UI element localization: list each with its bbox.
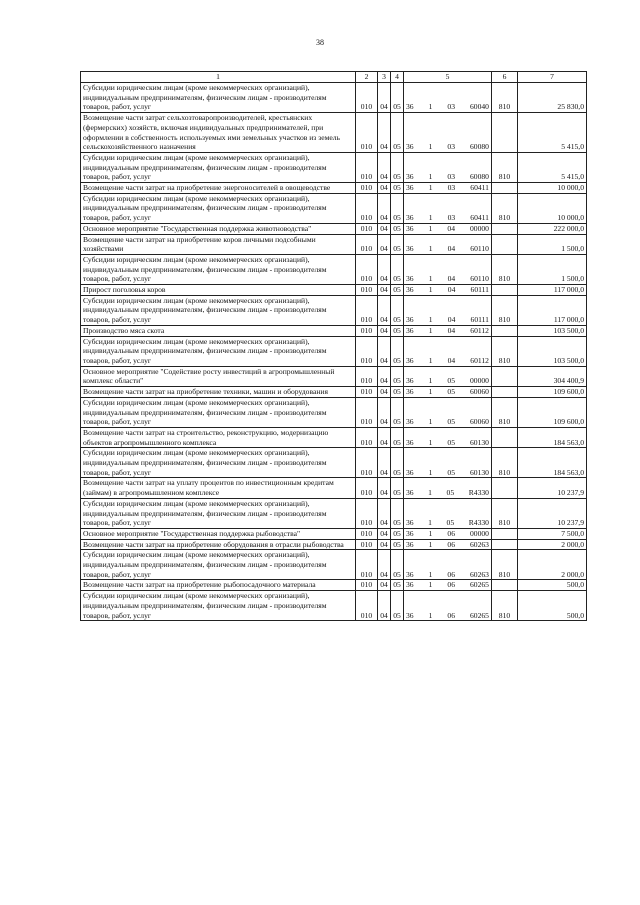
target-article-subprogram: 1 bbox=[428, 417, 433, 427]
amount-cell: 103 500,0 bbox=[518, 336, 587, 366]
row-name-cell: Основное мероприятие "Содействие росту инвестиций в агропромышленный комплекс области" bbox=[81, 366, 356, 386]
section-code-cell: 04 bbox=[378, 387, 391, 398]
section-code-cell: 04 bbox=[378, 113, 391, 153]
ministry-code-cell: 010 bbox=[356, 113, 378, 153]
target-article-direction: 60040 bbox=[469, 102, 489, 112]
target-article-cell bbox=[404, 591, 492, 621]
target-article-direction: 00000 bbox=[469, 223, 489, 233]
amount-cell: 10 237,9 bbox=[518, 498, 587, 528]
target-article-cell bbox=[404, 285, 492, 296]
amount-cell: 184 563,0 bbox=[518, 427, 587, 447]
amount-cell: 500,0 bbox=[518, 580, 587, 591]
target-article-event: 04 bbox=[447, 244, 456, 254]
target-article-direction: 60411 bbox=[470, 183, 489, 193]
target-article-event: 04 bbox=[447, 355, 456, 365]
row-name-cell: Субсидии юридическим лицам (кроме некоммерческих организаций), индивидуальным предпринимателям, физическим лицам - производителям товаров, работ, услуг bbox=[81, 193, 356, 223]
table-row bbox=[81, 234, 587, 254]
expense-type-cell bbox=[492, 387, 518, 398]
amount-cell: 500,0 bbox=[518, 591, 587, 621]
ministry-code-cell: 010 bbox=[356, 152, 378, 182]
table-row bbox=[81, 528, 587, 539]
row-name-cell: Возмещение части затрат на приобретение энергоносителей в овощеводстве bbox=[81, 183, 356, 194]
row-name-cell: Субсидии юридическим лицам (кроме некоммерческих организаций), индивидуальным предпринимателям, физическим лицам - производителям товаров, работ, услуг bbox=[81, 336, 356, 366]
row-name-cell: Субсидии юридическим лицам (кроме некоммерческих организаций), индивидуальным предпринимателям, физическим лицам - производителям товаров, работ, услуг bbox=[81, 295, 356, 325]
section-code-cell: 04 bbox=[378, 285, 391, 296]
target-article-direction: 60111 bbox=[470, 285, 489, 295]
row-name-cell: Субсидии юридическим лицам (кроме некоммерческих организаций), индивидуальным предпринимателям, физическим лицам - производителям товаров, работ, услуг bbox=[81, 397, 356, 427]
header-cell: 4 bbox=[391, 72, 404, 83]
subsection-code-cell: 05 bbox=[391, 397, 404, 427]
table-body bbox=[81, 83, 587, 621]
target-article-cell bbox=[404, 223, 492, 234]
section-code-cell: 04 bbox=[378, 193, 391, 223]
target-article-cell bbox=[404, 366, 492, 386]
target-article-program: 36 bbox=[406, 610, 414, 620]
row-name-cell: Возмещение части затрат на уплату процентов по инвестиционным кредитам (займам) в агропромышленном комплексе bbox=[81, 478, 356, 498]
target-article-event: 06 bbox=[447, 580, 455, 590]
subsection-code-cell: 05 bbox=[391, 325, 404, 336]
section-code-cell: 04 bbox=[378, 152, 391, 182]
target-article-direction: 60265 bbox=[469, 610, 489, 620]
target-article-subprogram: 1 bbox=[428, 569, 433, 579]
ministry-code-cell: 010 bbox=[356, 295, 378, 325]
table-row bbox=[81, 285, 587, 296]
table-row bbox=[81, 336, 587, 366]
target-article-subprogram: 1 bbox=[428, 172, 433, 182]
target-article-program: 36 bbox=[406, 580, 414, 590]
section-code-cell: 04 bbox=[378, 550, 391, 580]
subsection-code-cell: 05 bbox=[391, 295, 404, 325]
table-row bbox=[81, 498, 587, 528]
target-article-subprogram: 1 bbox=[428, 285, 433, 295]
ministry-code-cell: 010 bbox=[356, 427, 378, 447]
target-article-cell bbox=[404, 550, 492, 580]
target-article-direction: 60265 bbox=[469, 580, 489, 590]
ministry-code-cell: 010 bbox=[356, 234, 378, 254]
target-article-subprogram: 1 bbox=[428, 528, 433, 538]
amount-cell: 25 830,0 bbox=[518, 83, 587, 113]
ministry-code-cell: 010 bbox=[356, 223, 378, 234]
header-cell: 1 bbox=[81, 72, 356, 83]
amount-cell: 103 500,0 bbox=[518, 325, 587, 336]
target-article-event: 03 bbox=[447, 142, 455, 152]
ministry-code-cell: 010 bbox=[356, 580, 378, 591]
subsection-code-cell: 05 bbox=[391, 427, 404, 447]
expense-type-cell bbox=[492, 580, 518, 591]
amount-cell: 117 000,0 bbox=[518, 295, 587, 325]
table-row bbox=[81, 366, 587, 386]
target-article-program: 36 bbox=[406, 183, 414, 193]
amount-cell: 117 000,0 bbox=[518, 285, 587, 296]
expense-type-cell: 810 bbox=[492, 448, 518, 478]
expense-type-cell: 810 bbox=[492, 254, 518, 284]
table-row bbox=[81, 427, 587, 447]
row-name-cell: Возмещение части затрат на приобретение коров личными подсобными хозяйствами bbox=[81, 234, 356, 254]
expense-type-cell bbox=[492, 427, 518, 447]
ministry-code-cell: 010 bbox=[356, 539, 378, 550]
section-code-cell: 04 bbox=[378, 427, 391, 447]
subsection-code-cell: 05 bbox=[391, 193, 404, 223]
subsection-code-cell: 05 bbox=[391, 223, 404, 234]
ministry-code-cell: 010 bbox=[356, 591, 378, 621]
table-row bbox=[81, 478, 587, 498]
target-article-subprogram: 1 bbox=[428, 142, 433, 152]
subsection-code-cell: 05 bbox=[391, 83, 404, 113]
row-name-cell: Производство мяса скота bbox=[81, 325, 356, 336]
target-article-program: 36 bbox=[406, 355, 414, 365]
target-article-cell bbox=[404, 193, 492, 223]
target-article-direction: 60263 bbox=[469, 539, 489, 549]
target-article-subprogram: 1 bbox=[428, 467, 433, 477]
target-article-direction: 60263 bbox=[469, 569, 489, 579]
target-article-program: 36 bbox=[406, 172, 414, 182]
target-article-program: 36 bbox=[406, 142, 414, 152]
expense-type-cell bbox=[492, 183, 518, 194]
target-article-program: 36 bbox=[406, 488, 414, 498]
subsection-code-cell: 05 bbox=[391, 366, 404, 386]
subsection-code-cell: 05 bbox=[391, 234, 404, 254]
ministry-code-cell: 010 bbox=[356, 254, 378, 284]
table-row bbox=[81, 325, 587, 336]
header-cell: 3 bbox=[378, 72, 391, 83]
table-row bbox=[81, 448, 587, 478]
table-header-row bbox=[81, 72, 587, 83]
target-article-event: 05 bbox=[446, 518, 455, 528]
target-article-direction: 60411 bbox=[470, 213, 489, 223]
subsection-code-cell: 05 bbox=[391, 387, 404, 398]
target-article-cell bbox=[404, 295, 492, 325]
target-article-event: 05 bbox=[447, 437, 455, 447]
subsection-code-cell: 05 bbox=[391, 152, 404, 182]
row-name-cell: Субсидии юридическим лицам (кроме некоммерческих организаций), индивидуальным предпринимателям, физическим лицам - производителям товаров, работ, услуг bbox=[81, 254, 356, 284]
target-article-event: 05 bbox=[447, 387, 455, 397]
expense-type-cell: 810 bbox=[492, 152, 518, 182]
row-name-cell: Возмещение части затрат на строительство, реконструкцию, модернизацию объектов агропромышленного комплекса bbox=[81, 427, 356, 447]
target-article-direction: R4330 bbox=[468, 518, 489, 528]
expense-type-cell bbox=[492, 223, 518, 234]
amount-cell: 10 000,0 bbox=[518, 193, 587, 223]
target-article-subprogram: 1 bbox=[428, 213, 433, 223]
target-article-subprogram: 1 bbox=[428, 102, 433, 112]
expense-type-cell bbox=[492, 234, 518, 254]
section-code-cell: 04 bbox=[378, 223, 391, 234]
row-name-cell: Возмещение части затрат на приобретение техники, машин и оборудования bbox=[81, 387, 356, 398]
target-article-direction: 00000 bbox=[469, 528, 489, 538]
target-article-program: 36 bbox=[406, 325, 414, 335]
budget-table bbox=[80, 71, 587, 621]
row-name-cell: Субсидии юридическим лицам (кроме некоммерческих организаций), индивидуальным предпринимателям, физическим лицам - производителям товаров, работ, услуг bbox=[81, 591, 356, 621]
target-article-event: 06 bbox=[447, 539, 455, 549]
header-cell: 5 bbox=[404, 72, 492, 83]
table-row bbox=[81, 254, 587, 284]
target-article-program: 36 bbox=[406, 376, 414, 386]
target-article-cell bbox=[404, 234, 492, 254]
amount-cell: 184 563,0 bbox=[518, 448, 587, 478]
amount-cell: 109 600,0 bbox=[518, 387, 587, 398]
ministry-code-cell: 010 bbox=[356, 478, 378, 498]
section-code-cell: 04 bbox=[378, 336, 391, 366]
section-code-cell: 04 bbox=[378, 478, 391, 498]
target-article-program: 36 bbox=[406, 387, 414, 397]
target-article-direction: 60112 bbox=[470, 355, 489, 365]
target-article-subprogram: 1 bbox=[428, 274, 433, 284]
target-article-subprogram: 1 bbox=[428, 610, 433, 620]
amount-cell: 304 400,9 bbox=[518, 366, 587, 386]
target-article-event: 03 bbox=[447, 102, 455, 112]
ministry-code-cell: 010 bbox=[356, 528, 378, 539]
section-code-cell: 04 bbox=[378, 366, 391, 386]
target-article-cell bbox=[404, 397, 492, 427]
target-article-subprogram: 1 bbox=[428, 539, 433, 549]
target-article-program: 36 bbox=[406, 539, 414, 549]
subsection-code-cell: 05 bbox=[391, 528, 404, 539]
ministry-code-cell: 010 bbox=[356, 498, 378, 528]
target-article-direction: 60110 bbox=[470, 274, 489, 284]
table-row bbox=[81, 83, 587, 113]
target-article-program: 36 bbox=[406, 569, 414, 579]
amount-cell: 5 415,0 bbox=[518, 152, 587, 182]
target-article-subprogram: 1 bbox=[428, 518, 432, 528]
subsection-code-cell: 05 bbox=[391, 336, 404, 366]
section-code-cell: 04 bbox=[378, 498, 391, 528]
row-name-cell: Основное мероприятие "Государственная поддержка рыбоводства" bbox=[81, 528, 356, 539]
table-row bbox=[81, 223, 587, 234]
target-article-cell bbox=[404, 539, 492, 550]
table-row bbox=[81, 152, 587, 182]
amount-cell: 5 415,0 bbox=[518, 113, 587, 153]
target-article-direction: 60080 bbox=[469, 142, 489, 152]
amount-cell: 2 000,0 bbox=[518, 539, 587, 550]
header-cell: 7 bbox=[518, 72, 587, 83]
target-article-event: 04 bbox=[447, 315, 456, 325]
target-article-subprogram: 1 bbox=[428, 183, 433, 193]
expense-type-cell: 810 bbox=[492, 295, 518, 325]
amount-cell: 10 237,9 bbox=[518, 478, 587, 498]
expense-type-cell: 810 bbox=[492, 397, 518, 427]
section-code-cell: 04 bbox=[378, 448, 391, 478]
row-name-cell: Возмещение части затрат на приобретение оборудования в отрасли рыбоводства bbox=[81, 539, 356, 550]
table-row bbox=[81, 591, 587, 621]
ministry-code-cell: 010 bbox=[356, 397, 378, 427]
ministry-code-cell: 010 bbox=[356, 285, 378, 296]
expense-type-cell bbox=[492, 528, 518, 539]
target-article-event: 05 bbox=[447, 376, 455, 386]
expense-type-cell bbox=[492, 113, 518, 153]
row-name-cell: Субсидии юридическим лицам (кроме некоммерческих организаций), индивидуальным предпринимателям, физическим лицам - производителям товаров, работ, услуг bbox=[81, 448, 356, 478]
target-article-cell bbox=[404, 152, 492, 182]
target-article-cell bbox=[404, 83, 492, 113]
target-article-cell bbox=[404, 580, 492, 591]
target-article-direction: 60111 bbox=[470, 315, 489, 325]
table-row bbox=[81, 550, 587, 580]
section-code-cell: 04 bbox=[378, 83, 391, 113]
target-article-program: 36 bbox=[406, 518, 414, 528]
target-article-program: 36 bbox=[406, 102, 414, 112]
section-code-cell: 04 bbox=[378, 183, 391, 194]
ministry-code-cell: 010 bbox=[356, 448, 378, 478]
target-article-direction: 60060 bbox=[469, 387, 489, 397]
page-number: 38 bbox=[316, 38, 324, 47]
target-article-program: 36 bbox=[406, 467, 414, 477]
target-article-event: 03 bbox=[447, 172, 455, 182]
table-row bbox=[81, 397, 587, 427]
expense-type-cell bbox=[492, 366, 518, 386]
target-article-cell bbox=[404, 478, 492, 498]
ministry-code-cell: 010 bbox=[356, 550, 378, 580]
amount-cell: 1 500,0 bbox=[518, 254, 587, 284]
subsection-code-cell: 05 bbox=[391, 285, 404, 296]
ministry-code-cell: 010 bbox=[356, 366, 378, 386]
section-code-cell: 04 bbox=[378, 591, 391, 621]
target-article-cell bbox=[404, 498, 492, 528]
section-code-cell: 04 bbox=[378, 234, 391, 254]
section-code-cell: 04 bbox=[378, 254, 391, 284]
header-cell: 2 bbox=[356, 72, 378, 83]
header-cell: 6 bbox=[492, 72, 518, 83]
ministry-code-cell: 010 bbox=[356, 325, 378, 336]
ministry-code-cell: 010 bbox=[356, 183, 378, 194]
target-article-cell bbox=[404, 448, 492, 478]
subsection-code-cell: 05 bbox=[391, 183, 404, 194]
expense-type-cell: 810 bbox=[492, 591, 518, 621]
section-code-cell: 04 bbox=[378, 528, 391, 539]
expense-type-cell bbox=[492, 478, 518, 498]
target-article-event: 05 bbox=[447, 467, 455, 477]
target-article-direction: 60110 bbox=[470, 244, 489, 254]
target-article-direction: 60060 bbox=[469, 417, 489, 427]
target-article-direction: 60130 bbox=[469, 467, 489, 477]
table-row bbox=[81, 193, 587, 223]
ministry-code-cell: 010 bbox=[356, 336, 378, 366]
target-article-subprogram: 1 bbox=[428, 437, 433, 447]
expense-type-cell: 810 bbox=[492, 498, 518, 528]
target-article-event: 04 bbox=[447, 223, 455, 233]
target-article-subprogram: 1 bbox=[428, 325, 433, 335]
target-article-direction: 60080 bbox=[469, 172, 489, 182]
subsection-code-cell: 05 bbox=[391, 550, 404, 580]
subsection-code-cell: 05 bbox=[391, 113, 404, 153]
target-article-subprogram: 1 bbox=[428, 488, 432, 498]
target-article-subprogram: 1 bbox=[428, 223, 433, 233]
target-article-program: 36 bbox=[406, 244, 414, 254]
target-article-subprogram: 1 bbox=[428, 387, 433, 397]
target-article-direction: R4330 bbox=[468, 488, 489, 498]
target-article-event: 04 bbox=[447, 325, 456, 335]
ministry-code-cell: 010 bbox=[356, 193, 378, 223]
table-row bbox=[81, 539, 587, 550]
expense-type-cell: 810 bbox=[492, 83, 518, 113]
ministry-code-cell: 010 bbox=[356, 83, 378, 113]
target-article-subprogram: 1 bbox=[428, 580, 433, 590]
subsection-code-cell: 05 bbox=[391, 478, 404, 498]
section-code-cell: 04 bbox=[378, 325, 391, 336]
target-article-cell bbox=[404, 387, 492, 398]
subsection-code-cell: 05 bbox=[391, 254, 404, 284]
target-article-event: 06 bbox=[447, 528, 455, 538]
target-article-cell bbox=[404, 254, 492, 284]
target-article-event: 04 bbox=[447, 285, 456, 295]
expense-type-cell: 810 bbox=[492, 336, 518, 366]
target-article-program: 36 bbox=[406, 437, 414, 447]
expense-type-cell: 810 bbox=[492, 193, 518, 223]
target-article-subprogram: 1 bbox=[428, 376, 433, 386]
target-article-cell bbox=[404, 183, 492, 194]
target-article-subprogram: 1 bbox=[428, 244, 433, 254]
target-article-event: 03 bbox=[447, 213, 456, 223]
amount-cell: 222 000,0 bbox=[518, 223, 587, 234]
target-article-cell bbox=[404, 113, 492, 153]
target-article-program: 36 bbox=[406, 315, 414, 325]
target-article-program: 36 bbox=[406, 274, 414, 284]
table-row bbox=[81, 387, 587, 398]
target-article-program: 36 bbox=[406, 223, 414, 233]
ministry-code-cell: 010 bbox=[356, 387, 378, 398]
target-article-event: 05 bbox=[446, 488, 455, 498]
target-article-event: 03 bbox=[447, 183, 456, 193]
amount-cell: 109 600,0 bbox=[518, 397, 587, 427]
target-article-program: 36 bbox=[406, 213, 414, 223]
subsection-code-cell: 05 bbox=[391, 591, 404, 621]
subsection-code-cell: 05 bbox=[391, 539, 404, 550]
target-article-event: 06 bbox=[447, 569, 455, 579]
target-article-event: 06 bbox=[447, 610, 455, 620]
amount-cell: 1 500,0 bbox=[518, 234, 587, 254]
section-code-cell: 04 bbox=[378, 539, 391, 550]
amount-cell: 10 000,0 bbox=[518, 183, 587, 194]
section-code-cell: 04 bbox=[378, 295, 391, 325]
expense-type-cell bbox=[492, 285, 518, 296]
row-name-cell: Возмещение части затрат на приобретение рыбопосадочного материала bbox=[81, 580, 356, 591]
target-article-direction: 00000 bbox=[469, 376, 489, 386]
row-name-cell: Субсидии юридическим лицам (кроме некоммерческих организаций), индивидуальным предпринимателям, физическим лицам - производителям товаров, работ, услуг bbox=[81, 83, 356, 113]
target-article-subprogram: 1 bbox=[428, 355, 433, 365]
target-article-program: 36 bbox=[406, 285, 414, 295]
section-code-cell: 04 bbox=[378, 580, 391, 591]
subsection-code-cell: 05 bbox=[391, 448, 404, 478]
expense-type-cell bbox=[492, 539, 518, 550]
table-row bbox=[81, 113, 587, 153]
target-article-event: 04 bbox=[447, 274, 456, 284]
table-row bbox=[81, 295, 587, 325]
section-code-cell: 04 bbox=[378, 397, 391, 427]
subsection-code-cell: 05 bbox=[391, 580, 404, 591]
target-article-cell bbox=[404, 336, 492, 366]
table-row bbox=[81, 580, 587, 591]
expense-type-cell bbox=[492, 325, 518, 336]
target-article-direction: 60112 bbox=[470, 325, 489, 335]
table-row bbox=[81, 183, 587, 194]
row-name-cell: Субсидии юридическим лицам (кроме некоммерческих организаций), индивидуальным предпринимателям, физическим лицам - производителям товаров, работ, услуг bbox=[81, 498, 356, 528]
row-name-cell: Прирост поголовья коров bbox=[81, 285, 356, 296]
row-name-cell: Возмещение части затрат сельхозтоваропроизводителей, крестьянских (фермерских) хозяйств, включая индивидуальных предпринимателей, при оформлении в собственность используемых ими земельных участков из земель сельскохозяйственного назначения bbox=[81, 113, 356, 153]
target-article-direction: 60130 bbox=[469, 437, 489, 447]
subsection-code-cell: 05 bbox=[391, 498, 404, 528]
row-name-cell: Субсидии юридическим лицам (кроме некоммерческих организаций), индивидуальным предпринимателям, физическим лицам - производителям товаров, работ, услуг bbox=[81, 550, 356, 580]
amount-cell: 2 000,0 bbox=[518, 550, 587, 580]
row-name-cell: Субсидии юридическим лицам (кроме некоммерческих организаций), индивидуальным предпринимателям, физическим лицам - производителям товаров, работ, услуг bbox=[81, 152, 356, 182]
target-article-program: 36 bbox=[406, 528, 414, 538]
target-article-cell bbox=[404, 427, 492, 447]
target-article-cell bbox=[404, 325, 492, 336]
target-article-subprogram: 1 bbox=[428, 315, 433, 325]
target-article-program: 36 bbox=[406, 417, 414, 427]
target-article-cell bbox=[404, 528, 492, 539]
target-article-event: 05 bbox=[447, 417, 455, 427]
expense-type-cell: 810 bbox=[492, 550, 518, 580]
row-name-cell: Основное мероприятие "Государственная поддержка животноводства" bbox=[81, 223, 356, 234]
amount-cell: 7 500,0 bbox=[518, 528, 587, 539]
